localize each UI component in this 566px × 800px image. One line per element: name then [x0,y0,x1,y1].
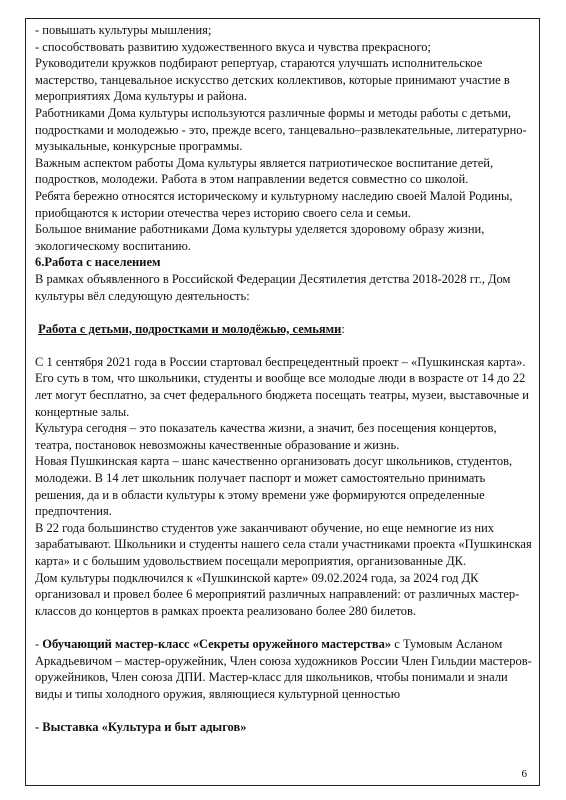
masterclass-body: с Тумовым Асланом Аркадьевичом – мастер-оружейник, Член союза художников России Член Гильдии мастеров-оружейников, Член союза ДПИ. Мастер-класс для школьников, чтобы понимали и знали виды и типы холодного оружия, являющиеся культурной ценностью [35,636,532,701]
masterclass-paragraph [35,636,535,702]
section-heading: 6.Работа с населением [35,255,161,270]
paragraph: Ребята бережно относятся историческому и культурному наследию своей Малой Родины, приобщаются к истории отечества через историю своего села и семьи. [35,188,513,220]
paragraph: - повышать культуры мышления; [35,23,212,37]
paragraph: Работниками Дома культуры используются различные формы и методы работы с детьми, подростками и молодежью - это, прежде всего, танцевально–развлекательные, литературно-музыкальные, конкурсные программы. [35,105,527,154]
paragraph: - способствовать развитию художественного вкуса и чувства прекрасного; [35,39,431,54]
subheading-line [35,321,535,338]
paragraph: Большое внимание работниками Дома культуры уделяется здоровому образу жизни, экологическому воспитанию. [35,222,485,253]
subheading: Работа с детьми, подростками и молодёжью, семьями [38,321,342,336]
masterclass-title: Обучающий мастер-класс «Секреты оружейного мастерства» [42,636,392,651]
spacer [35,304,535,321]
spacer [35,619,535,636]
page-number: 6 [521,768,527,780]
exhibition-heading: - Выставка «Культура и быт адыгов» [35,719,247,734]
spacer [35,702,535,719]
document-page [25,18,540,786]
paragraph: Новая Пушкинская карта – шанс качественно организовать досуг школьников, студентов, молодежи. В 14 лет школьник получает паспорт и может самостоятельно принимать решения, да и в области культуры к этому времени уже формируются определенные предпочтения. [35,454,513,519]
spacer [35,337,535,354]
paragraph: Важным аспектом работы Дома культуры является патриотическое воспитание детей, подростков, молодежи. Работа в этом направлении ведется совместно со школой. [35,155,494,187]
paragraph: С 1 сентября 2021 года в России стартовал беспрецедентный проект – «Пушкинская карта». Его суть в том, что школьники, студенты и вообще все молодые люди в возрасте от 14 до 22 лет могут бесплатно, за счет федерального бюджета посещать театры, музеи, выставочные и концертные залы. [35,354,529,419]
masterclass-dash: - [35,636,43,651]
paragraph: В 22 года большинство студентов уже заканчивают обучение, но еще немногие из них зарабатывают. Школьники и студенты нашего села стали участниками проекта «Пушкинская карта» и с большим удовольствием посещали мероприятия, организованные ДК. [35,520,532,568]
paragraph: Дом культуры подключился к «Пушкинской карте» 09.02.2024 года, за 2024 год ДК организовал и провел более 6 мероприятий различных направлений: от различных мастер-классов до концертов в рамках проекта реализовано более 280 билетов. [35,570,520,618]
page-content [35,22,535,736]
paragraph: Руководители кружков подбирают репертуар, стараются улучшать исполнительское мастерство, танцевальное искусство детских коллективов, которые принимают участие в мероприятиях Дома культуры и района. [35,56,510,104]
section-intro: В рамках объявленного в Российской Федерации Десятилетия детства 2018-2028 гг., Дом культуры вёл следующую деятельность: [35,271,511,303]
paragraph: Культура сегодня – это показатель качества жизни, а значит, без посещения концертов, театра, постановок невозможны качественные образование и жизнь. [35,421,497,452]
subheading-suffix: : [341,321,345,336]
